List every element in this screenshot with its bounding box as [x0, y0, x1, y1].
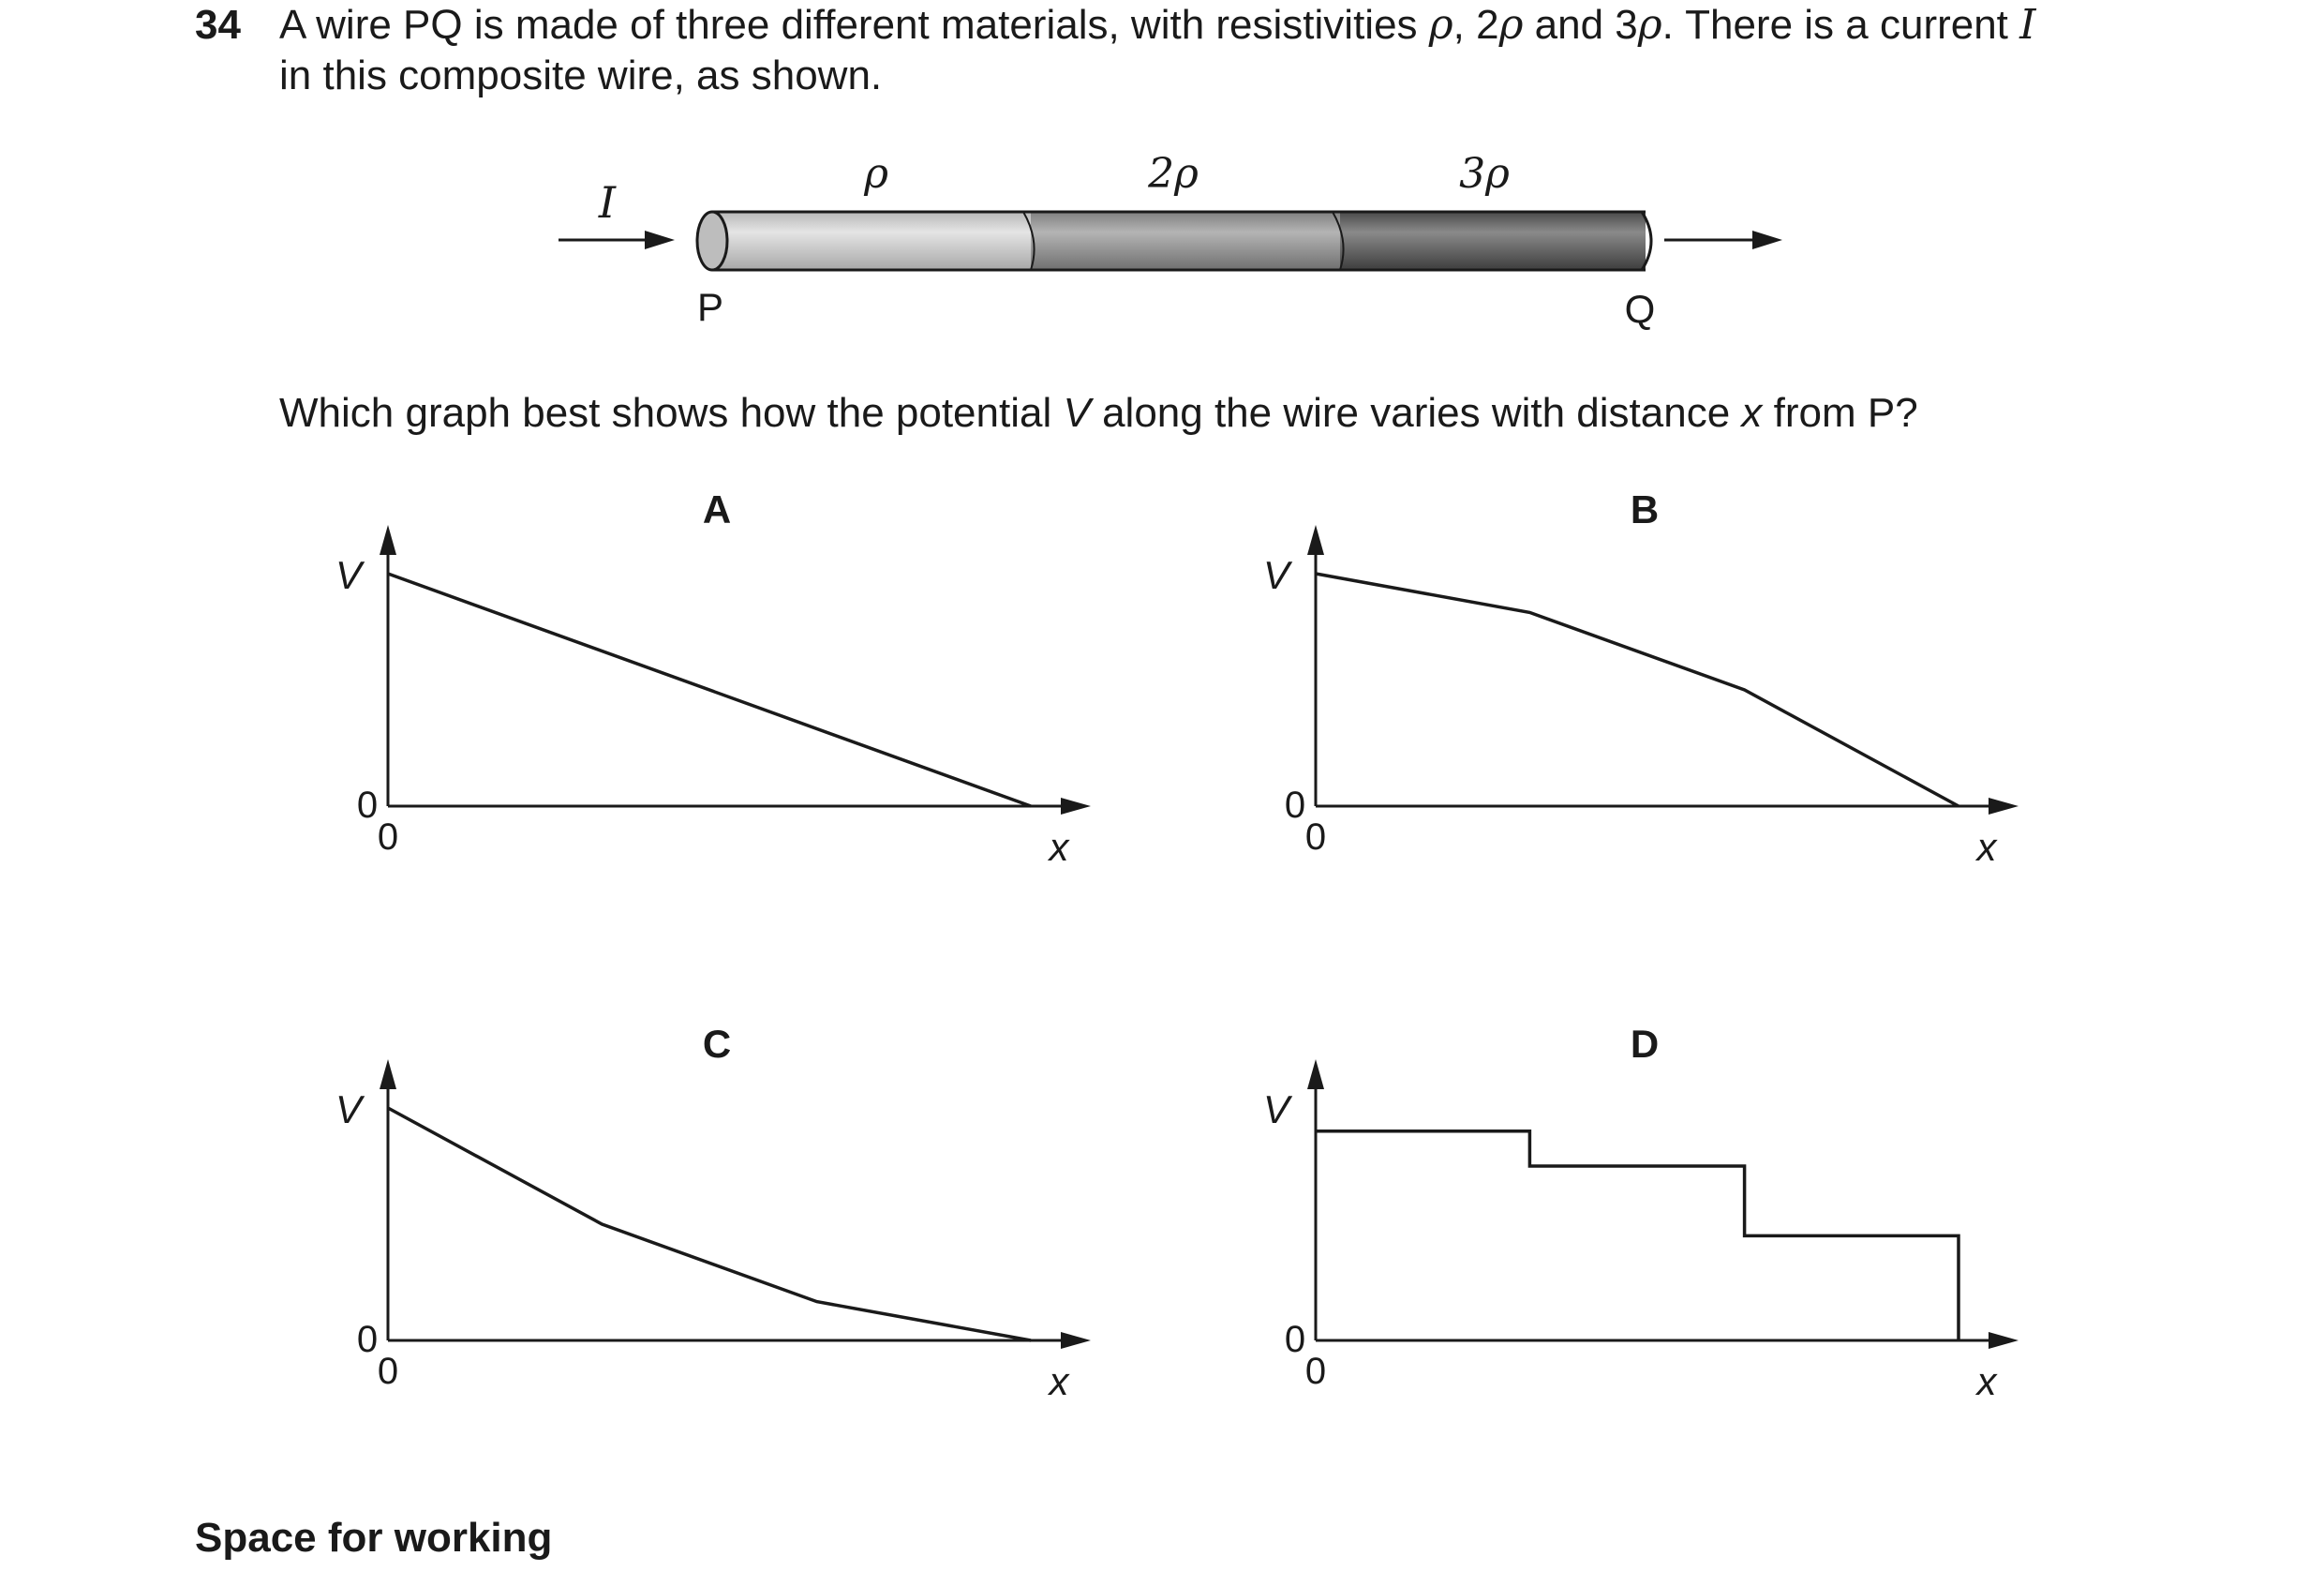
option-label-d: D	[1630, 1022, 1660, 1066]
potential-curve-a	[388, 574, 1031, 806]
x-axis-arrowhead	[1061, 798, 1091, 815]
option-label-b: B	[1630, 487, 1660, 531]
potential-curve-c	[388, 1108, 1031, 1340]
x-axis-arrowhead	[1989, 1332, 2019, 1349]
y-axis-arrowhead	[1307, 525, 1324, 555]
prompt-variable-x: x	[1741, 390, 1763, 436]
potential-curve-d	[1316, 1131, 1959, 1340]
prompt-text: along the wire varies with distance	[1090, 390, 1742, 436]
segment-label: ρ	[864, 150, 888, 198]
prompt-variable-v: V	[1063, 390, 1091, 436]
y-axis-arrowhead	[380, 525, 396, 555]
rho-symbol: ρ	[1498, 1, 1524, 49]
x-axis-label: x	[1976, 825, 1997, 869]
x-origin-label: 0	[1304, 1351, 1327, 1392]
question-number: 34	[195, 2, 241, 48]
y-origin-label: 0	[356, 785, 379, 826]
question-text: A wire PQ is made of three different materials, with resistivities	[279, 2, 1429, 48]
rho-symbol: ρ	[1428, 1, 1453, 49]
question-text: . There is a current	[1661, 2, 2020, 48]
question-line-2: in this composite wire, as shown.	[279, 52, 883, 98]
y-axis-label: V	[1262, 1087, 1290, 1131]
prompt-text: from P?	[1762, 390, 1918, 436]
rho-symbol: ρ	[1637, 1, 1662, 49]
segment-label: 3ρ	[1459, 150, 1510, 198]
segment-label: 2ρ	[1148, 150, 1199, 198]
option-label-c: C	[702, 1022, 732, 1066]
current-label: I	[598, 177, 617, 228]
current-symbol: I	[2019, 1, 2036, 49]
y-origin-label: 0	[1284, 1319, 1306, 1360]
x-axis-label: x	[1049, 1359, 1069, 1403]
y-axis-label: V	[1262, 553, 1290, 597]
question-text: , 2	[1452, 2, 1499, 48]
x-axis-arrowhead	[1061, 1332, 1091, 1349]
prompt-text: Which graph best shows how the potential	[279, 390, 1064, 436]
potential-curve-b	[1316, 574, 1959, 806]
y-origin-label: 0	[356, 1319, 379, 1360]
x-axis-label: x	[1976, 1359, 1997, 1403]
end-label-p: P	[696, 285, 724, 329]
x-axis-label: x	[1049, 825, 1069, 869]
y-axis-arrowhead	[380, 1059, 396, 1089]
x-axis-arrowhead	[1989, 798, 2019, 815]
question-text: and 3	[1523, 2, 1638, 48]
y-axis-label: V	[335, 553, 363, 597]
y-axis-arrowhead	[1307, 1059, 1324, 1089]
x-origin-label: 0	[377, 816, 399, 858]
working-space-label: Space for working	[195, 1515, 553, 1561]
option-label-a: A	[702, 487, 732, 531]
y-origin-label: 0	[1284, 785, 1306, 826]
x-origin-label: 0	[1304, 816, 1327, 858]
end-label-q: Q	[1624, 287, 1656, 331]
x-origin-label: 0	[377, 1351, 399, 1392]
y-axis-label: V	[335, 1087, 363, 1131]
